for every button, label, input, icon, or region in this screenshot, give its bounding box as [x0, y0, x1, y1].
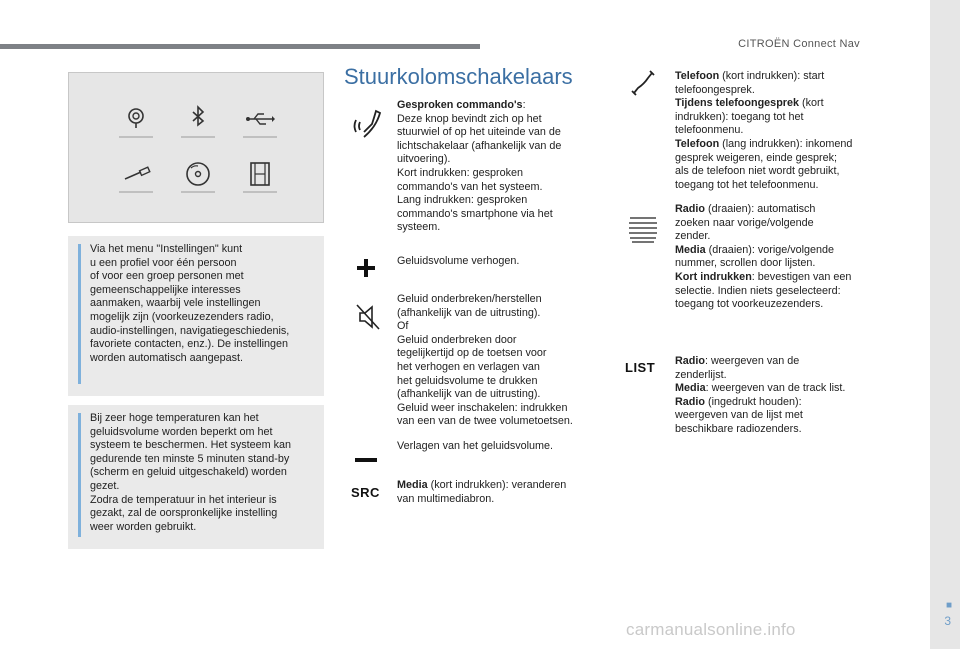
phone-icon	[628, 68, 658, 103]
info-note-temperature	[68, 405, 324, 549]
header-rule	[0, 44, 480, 49]
aux-cable-icon	[117, 158, 155, 198]
list-description: Radio: weergeven van de zenderlijst. Media: weergeven van de track list. Radio (ingedrukt houden): weergeven van de lijst met beschikbare radiozenders.	[675, 355, 846, 435]
src-key-label: SRC	[351, 485, 380, 500]
note-text: Bij zeer hoge temperaturen kan het geluidsvolume worden beperkt om het systeem te beschermen. Het systeem kan gedurende ten minste 5 minuten stand-by (scherm en geluid uitgeschakeld) worden gezet. Zodra de temperatuur in het interieur is gezakt, zal de oorspronkelijke instelling weer worden gebruikt.	[90, 412, 292, 533]
minus-icon	[355, 450, 377, 468]
src-description: Media (kort indrukken): veranderen van multimediabron.	[397, 479, 567, 505]
mute-description: Geluid onderbreken/herstellen (afhankelijk van de uitrusting). Of Geluid onderbreken door tegelijkertijd op de toetsen voor het verhogen en verlagen van het geluidsvolume te drukken (afhankelijk van de uitrusting). Geluid weer inschakelen: indrukken van een van de twee volumetoetsen.	[397, 293, 573, 428]
page-marker: ■	[945, 600, 952, 611]
page-side-strip	[930, 0, 960, 649]
section-title: Stuurkolomschakelaars	[344, 64, 573, 89]
info-bar-icon	[78, 413, 81, 537]
bluetooth-icon	[179, 103, 217, 143]
mute-icon	[354, 302, 382, 337]
brand-title: CITROËN Connect Nav	[738, 38, 860, 50]
voice-command-icon	[350, 106, 384, 145]
phone-description: Telefoon (kort indrukken): start telefoongesprek. Tijdens telefoongesprek (kort indrukken): toegang tot het telefoonmenu. Telefoon (lang indrukken): inkomend gesprek weigeren, einde gesprek; als de telefoon niet wordt gebruikt, toegang tot het telefoonmenu.	[675, 70, 853, 191]
volume-up-description: Geluidsvolume verhogen.	[397, 255, 520, 267]
thumbwheel-description: Radio (draaien): automatisch zoeken naar vorige/volgende zender. Media (draaien): vorige/volgende nummer, scrollen door lijsten. Kort indrukken: bevestigen van een selectie. Indien niets geselecteerd: toegang tot voorkeuzezenders.	[675, 203, 852, 311]
info-bar-icon	[78, 244, 81, 384]
usb-icon	[241, 103, 279, 143]
thumbwheel-icon	[627, 215, 659, 250]
note-text: Via het menu "Instellingen" kunt u een profiel voor één persoon of voor een groep personen met gemeenschappelijke interesses aanmaken, waarbij vele instellingen mogelijk zijn (voorkeuzezenders radio, audio-instellingen, navigatiegeschiedenis, favoriete contacten, enz.). De instellingen worden automatisch aangepast.	[90, 243, 290, 364]
source-icon-panel	[68, 72, 324, 223]
microphone-icon	[117, 103, 155, 143]
list-key-label: LIST	[625, 360, 656, 375]
plus-icon	[356, 258, 376, 283]
info-note-profiles	[68, 236, 324, 396]
voice-command-description: Gesproken commando's: Deze knop bevindt zich op het stuurwiel of op het uiteinde van de lichtschakelaar (afhankelijk van de uitvoering). Kort indrukken: gesproken commando's van het systeem. Lang indrukken: gesproken commando's smartphone via het systeem.	[397, 99, 562, 234]
watermark: carmanualsonline.info	[626, 620, 796, 639]
cd-icon	[179, 158, 217, 198]
page-number: 3	[944, 614, 951, 628]
volume-down-description: Verlagen van het geluidsvolume.	[397, 440, 554, 452]
video-icon	[241, 158, 279, 198]
